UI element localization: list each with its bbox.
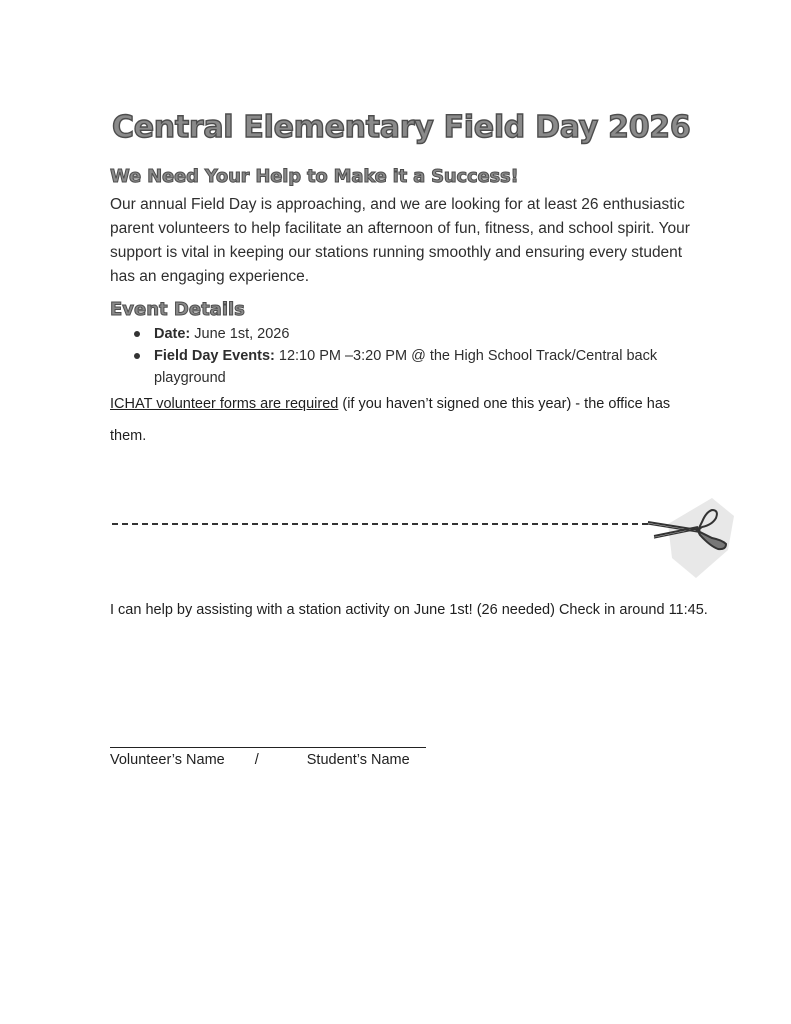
- volunteer-name-label: Volunteer’s Name: [110, 752, 225, 768]
- name-separator: /: [254, 752, 259, 768]
- volunteer-signup-text: I can help by assisting with a station activity on June 1st! (26 needed) Check in around 11:45.: [110, 602, 708, 618]
- student-name-label: Student’s Name: [306, 752, 410, 768]
- event-details-list: [134, 323, 674, 389]
- list-item: [134, 323, 674, 345]
- bullet-icon: [134, 353, 140, 359]
- ichat-notice: [110, 388, 710, 452]
- signature-line: [110, 747, 426, 748]
- bullet-icon: [134, 331, 140, 337]
- events-label: Field Day Events:: [154, 348, 275, 364]
- list-item: [134, 345, 674, 389]
- subtitle: We Need Your Help to Make it a Success!: [110, 166, 519, 187]
- signature-labels: [110, 752, 410, 768]
- scissors-icon: [640, 494, 736, 580]
- ichat-rest-text: (if you haven’t signed one this year) - the office has them.: [110, 396, 671, 444]
- ichat-required-text: ICHAT volunteer forms are required: [110, 396, 339, 412]
- cut-line: [112, 523, 648, 525]
- page-title: Central Elementary Field Day 2026: [112, 110, 691, 145]
- event-details-heading: Event Details: [110, 299, 245, 320]
- date-label: Date:: [154, 326, 191, 342]
- events-value: 12:10 PM –3:20 PM @ the High School Track/Central back playground: [154, 348, 658, 386]
- intro-paragraph: Our annual Field Day is approaching, and we are looking for at least 26 enthusiastic parent volunteers to help facilitate an afternoon of fun, fitness, and school spirit. Your support is vital in keeping our stations running smoothly and ensuring every student has an engaging experience.: [110, 196, 690, 285]
- date-value: June 1st, 2026: [190, 326, 290, 342]
